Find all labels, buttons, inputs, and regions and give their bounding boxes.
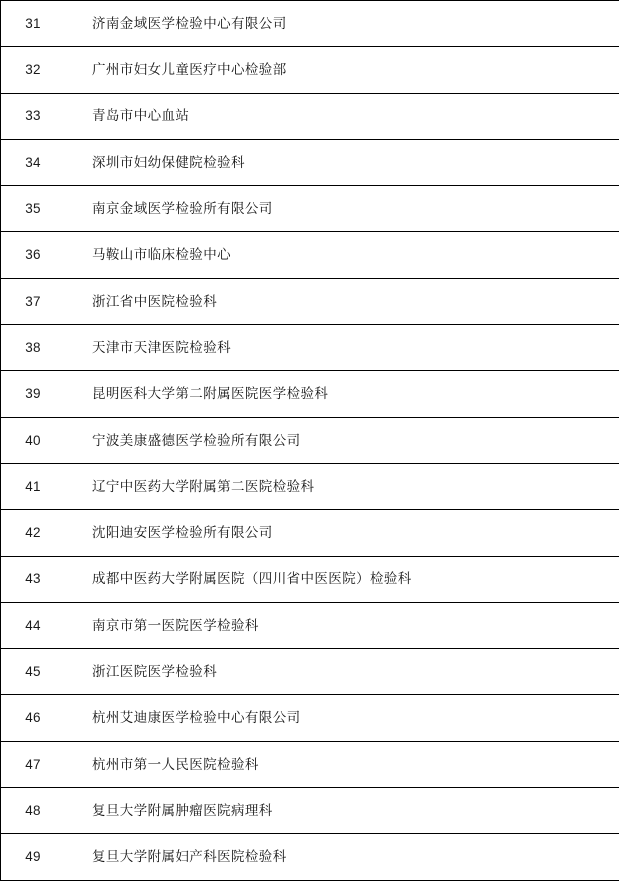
- table-row: [1, 232, 619, 278]
- row-index-cell: 36: [1, 232, 66, 278]
- table-row: [1, 47, 619, 93]
- row-index-cell: 46: [1, 695, 66, 741]
- institution-name-cell: 浙江医院医学检验科: [65, 649, 619, 695]
- table-row: [1, 325, 619, 371]
- institution-name-cell: 浙江省中医院检验科: [65, 278, 619, 324]
- table-body: [1, 1, 619, 881]
- institution-name-cell: 深圳市妇幼保健院检验科: [65, 139, 619, 185]
- institution-name-cell: 复旦大学附属妇产科医院检验科: [65, 834, 619, 880]
- table-row: [1, 417, 619, 463]
- table-row: [1, 602, 619, 648]
- row-index-cell: 31: [1, 1, 66, 47]
- table-row: [1, 186, 619, 232]
- institution-name-cell: 杭州艾迪康医学检验中心有限公司: [65, 695, 619, 741]
- row-index-cell: 32: [1, 47, 66, 93]
- institution-name-cell: 辽宁中医药大学附属第二医院检验科: [65, 463, 619, 509]
- row-index-cell: 48: [1, 788, 66, 834]
- table-row: [1, 1, 619, 47]
- row-index-cell: 45: [1, 649, 66, 695]
- table-row: [1, 463, 619, 509]
- row-index-cell: 38: [1, 325, 66, 371]
- institution-name-cell: 复旦大学附属肿瘤医院病理科: [65, 788, 619, 834]
- table-row: [1, 278, 619, 324]
- table-row: [1, 834, 619, 880]
- institution-name-cell: 济南金域医学检验中心有限公司: [65, 1, 619, 47]
- row-index-cell: 39: [1, 371, 66, 417]
- table-row: [1, 788, 619, 834]
- table-row: [1, 695, 619, 741]
- row-index-cell: 49: [1, 834, 66, 880]
- row-index-cell: 33: [1, 93, 66, 139]
- row-index-cell: 43: [1, 556, 66, 602]
- table-row: [1, 649, 619, 695]
- row-index-cell: 42: [1, 510, 66, 556]
- institution-name-cell: 成都中医药大学附属医院（四川省中医医院）检验科: [65, 556, 619, 602]
- row-index-cell: 35: [1, 186, 66, 232]
- table-row: [1, 371, 619, 417]
- institution-name-cell: 南京金域医学检验所有限公司: [65, 186, 619, 232]
- table-row: [1, 556, 619, 602]
- institution-name-cell: 天津市天津医院检验科: [65, 325, 619, 371]
- institution-name-cell: 沈阳迪安医学检验所有限公司: [65, 510, 619, 556]
- institution-name-cell: 宁波美康盛德医学检验所有限公司: [65, 417, 619, 463]
- table-row: [1, 93, 619, 139]
- row-index-cell: 47: [1, 741, 66, 787]
- table-row: [1, 139, 619, 185]
- institution-name-cell: 昆明医科大学第二附属医院医学检验科: [65, 371, 619, 417]
- row-index-cell: 40: [1, 417, 66, 463]
- institution-name-cell: 青岛市中心血站: [65, 93, 619, 139]
- table-row: [1, 741, 619, 787]
- row-index-cell: 37: [1, 278, 66, 324]
- institution-name-cell: 广州市妇女儿童医疗中心检验部: [65, 47, 619, 93]
- institution-name-cell: 南京市第一医院医学检验科: [65, 602, 619, 648]
- institution-name-cell: 杭州市第一人民医院检验科: [65, 741, 619, 787]
- row-index-cell: 41: [1, 463, 66, 509]
- row-index-cell: 34: [1, 139, 66, 185]
- institution-name-cell: 马鞍山市临床检验中心: [65, 232, 619, 278]
- table-row: [1, 510, 619, 556]
- row-index-cell: 44: [1, 602, 66, 648]
